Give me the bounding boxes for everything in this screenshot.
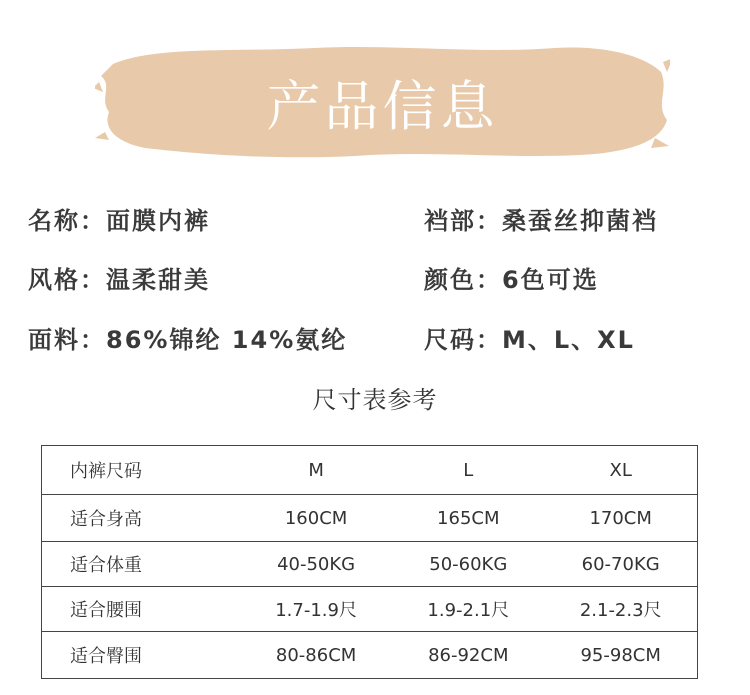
table-cell: 80-86CM bbox=[240, 632, 392, 679]
info-style bbox=[28, 260, 210, 295]
info-size-value: M、L、XL bbox=[502, 326, 635, 354]
table-cell: 1.7-1.9尺 bbox=[240, 587, 392, 632]
table-cell: 适合腰围 bbox=[42, 587, 241, 632]
info-fabric bbox=[28, 320, 347, 355]
table-cell: 适合臀围 bbox=[42, 632, 241, 679]
table-row bbox=[42, 587, 698, 632]
table-row bbox=[42, 495, 698, 542]
table-header-row bbox=[42, 446, 698, 495]
info-name bbox=[28, 201, 210, 236]
info-name-label: 名称： bbox=[28, 207, 106, 235]
info-crotch bbox=[424, 201, 658, 236]
title-banner bbox=[95, 42, 670, 162]
info-color-label: 颜色： bbox=[424, 266, 502, 294]
info-crotch-label: 裆部： bbox=[424, 207, 502, 235]
info-color bbox=[424, 260, 599, 295]
table-cell: 1.9-2.1尺 bbox=[392, 587, 544, 632]
info-size-label: 尺码： bbox=[424, 326, 502, 354]
table-cell: 60-70KG bbox=[544, 542, 697, 587]
table-header-cell: XL bbox=[544, 446, 697, 495]
table-cell: 170CM bbox=[544, 495, 697, 542]
info-color-value: 6色可选 bbox=[502, 266, 599, 294]
table-header-cell: M bbox=[240, 446, 392, 495]
info-fabric-value: 86%锦纶 14%氨纶 bbox=[106, 326, 348, 354]
info-crotch-value: 桑蚕丝抑菌裆 bbox=[502, 207, 658, 235]
info-style-label: 风格： bbox=[28, 266, 106, 294]
table-cell: 2.1-2.3尺 bbox=[544, 587, 697, 632]
table-cell: 95-98CM bbox=[544, 632, 697, 679]
table-header-cell: L bbox=[392, 446, 544, 495]
table-cell: 适合体重 bbox=[42, 542, 241, 587]
table-row bbox=[42, 632, 698, 679]
info-style-value: 温柔甜美 bbox=[106, 266, 210, 294]
table-cell: 160CM bbox=[240, 495, 392, 542]
table-cell: 适合身高 bbox=[42, 495, 241, 542]
table-cell: 86-92CM bbox=[392, 632, 544, 679]
info-name-value: 面膜内裤 bbox=[106, 207, 210, 235]
table-cell: 50-60KG bbox=[392, 542, 544, 587]
table-cell: 165CM bbox=[392, 495, 544, 542]
size-chart-title: 尺寸表参考 bbox=[312, 386, 438, 414]
banner-title: 产品信息 bbox=[266, 74, 499, 138]
info-size bbox=[424, 320, 635, 355]
size-chart-table bbox=[41, 445, 698, 679]
table-header-cell: 内裤尺码 bbox=[42, 446, 241, 495]
table-cell: 40-50KG bbox=[240, 542, 392, 587]
table-row bbox=[42, 542, 698, 587]
info-fabric-label: 面料： bbox=[28, 326, 106, 354]
